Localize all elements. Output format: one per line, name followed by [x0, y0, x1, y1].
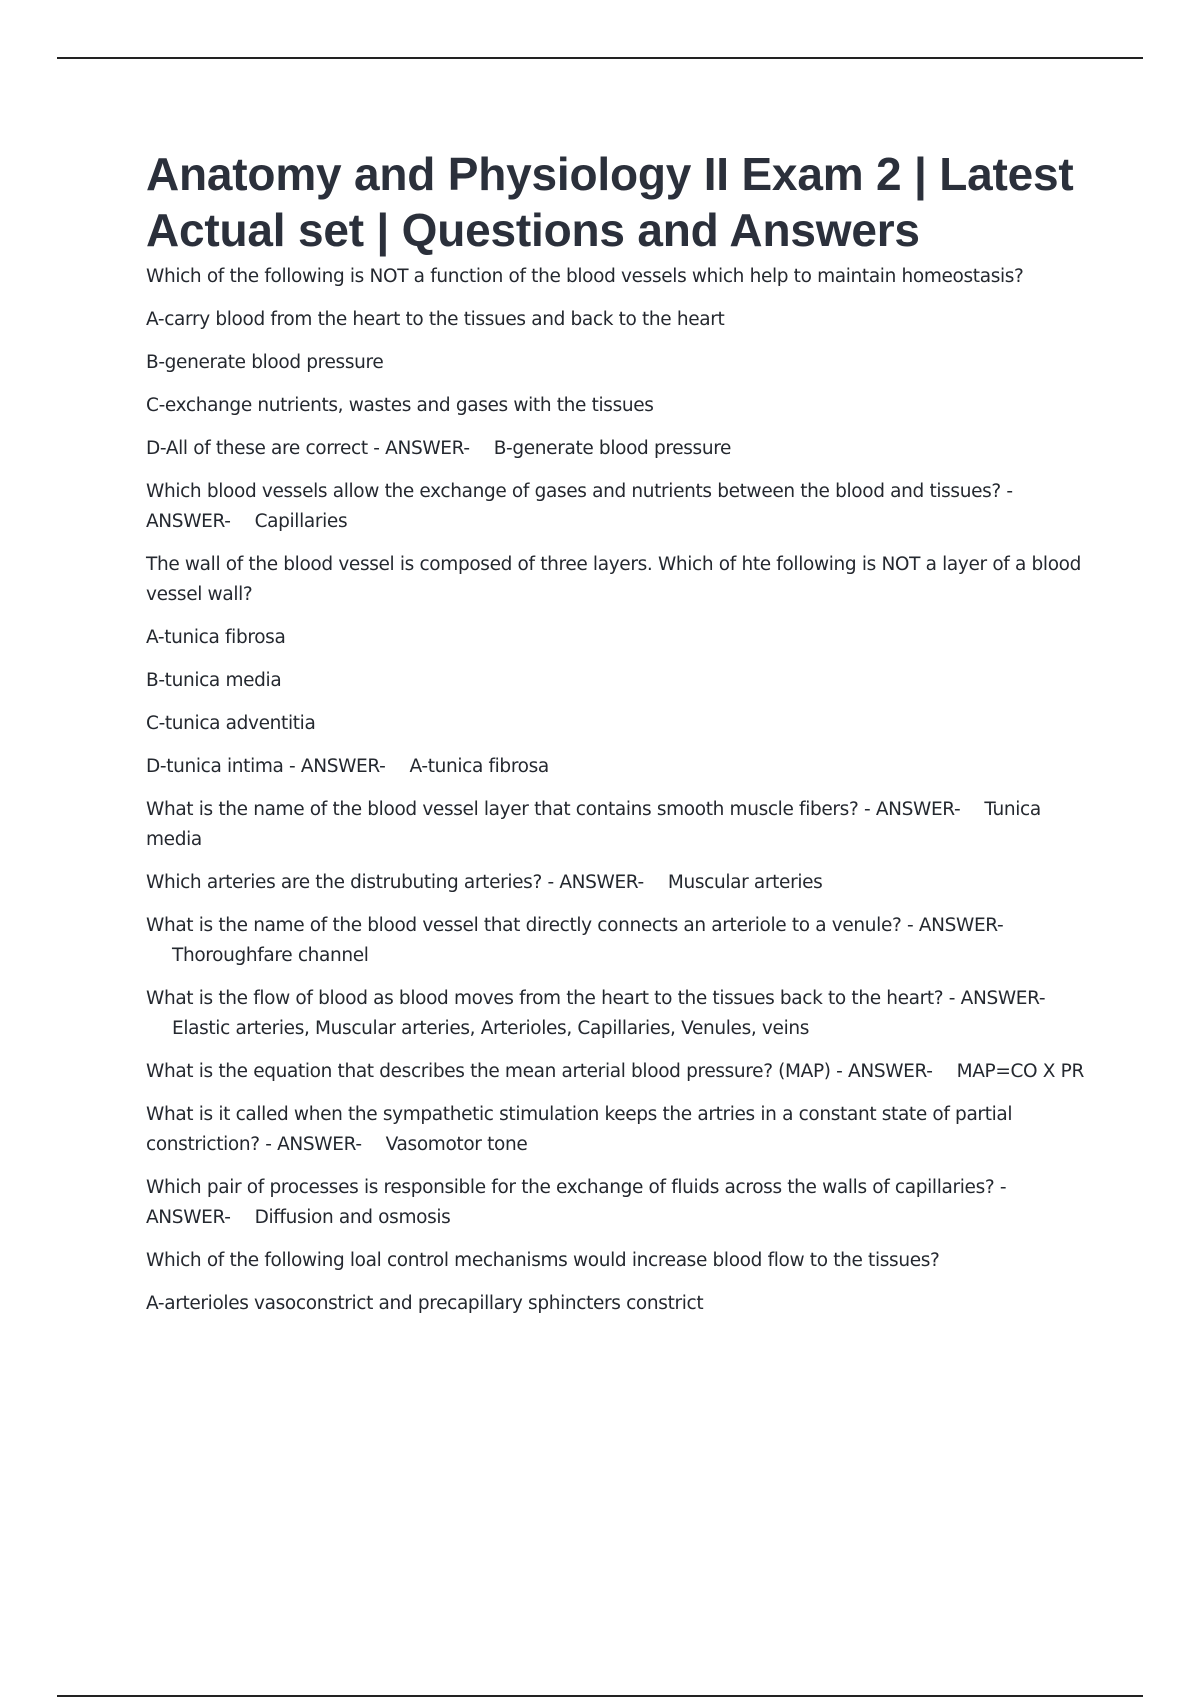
qa-item: [146, 795, 1086, 855]
question-line: [146, 305, 1086, 335]
top-rule: [57, 57, 1143, 59]
qa-item: [146, 434, 1086, 464]
qa-item: [146, 477, 1086, 537]
qa-item: [146, 1173, 1086, 1233]
question-text: Which of the following loal control mechanisms would increase blood flow to the tissues?: [146, 1250, 940, 1271]
question-line: [146, 709, 1086, 739]
question-text: C-tunica adventitia: [146, 713, 316, 734]
question-text: D-tunica intima - ANSWER-: [146, 756, 386, 777]
qa-item: [146, 752, 1086, 782]
question-text: What is it called when the sympathetic stimulation keeps the artries in a constant state of partial constriction? - ANSWER-: [146, 1104, 1013, 1155]
question-text: Which blood vessels allow the exchange of gases and nutrients between the blood and tissues? - ANSWER-: [146, 481, 1013, 532]
document-title: Anatomy and Physiology II Exam 2 | Latest Actual set | Questions and Answers: [146, 148, 1074, 256]
question-line: [146, 262, 1086, 292]
answer-text: A-tunica fibrosa: [409, 756, 549, 777]
question-text: What is the name of the blood vessel layer that contains smooth muscle fibers? - ANSWER-: [146, 799, 961, 820]
answer-text: Muscular arteries: [667, 872, 823, 893]
question-text: What is the flow of blood as blood moves from the heart to the tissues back to the heart? - ANSWER-: [146, 988, 1046, 1009]
answer-text: Thoroughfare channel: [172, 945, 369, 966]
question-text: Which pair of processes is responsible for the exchange of fluids across the walls of capillaries? - ANSWER-: [146, 1177, 1007, 1228]
question-text: B-tunica media: [146, 670, 282, 691]
question-line: [146, 348, 1086, 378]
answer-text: Diffusion and osmosis: [254, 1207, 451, 1228]
question-line: [146, 623, 1086, 653]
question-line: [146, 666, 1086, 696]
question-text: A-tunica fibrosa: [146, 627, 286, 648]
question-line: [146, 550, 1086, 610]
answer-text: Elastic arteries, Muscular arteries, Arterioles, Capillaries, Venules, veins: [172, 1018, 810, 1039]
answer-text: Capillaries: [254, 511, 348, 532]
question-text: B-generate blood pressure: [146, 352, 384, 373]
qa-item: [146, 868, 1086, 898]
document-body: [146, 146, 1086, 1332]
qa-item: [146, 911, 1086, 971]
question-text: D-All of these are correct - ANSWER-: [146, 438, 470, 459]
bottom-rule: [57, 1695, 1143, 1697]
question-line: [146, 1246, 1086, 1276]
question-text: The wall of the blood vessel is composed of three layers. Which of hte following is NOT a layer of a blood vessel wall?: [146, 554, 1082, 605]
qa-list: [146, 262, 1086, 1319]
qa-item: [146, 1057, 1086, 1087]
question-text: Which arteries are the distrubuting arteries? - ANSWER-: [146, 872, 644, 893]
answer-text: Vasomotor tone: [385, 1134, 528, 1155]
answer-text: Tunica media: [146, 799, 1041, 850]
question-text: Which of the following is NOT a function of the blood vessels which help to maintain homeostasis?: [146, 266, 1024, 287]
question-line: [146, 391, 1086, 421]
question-text: What is the name of the blood vessel that directly connects an arteriole to a venule? - ANSWER-: [146, 915, 1004, 936]
question-text: A-carry blood from the heart to the tissues and back to the heart: [146, 309, 725, 330]
answer-text: B-generate blood pressure: [493, 438, 732, 459]
question-text: A-arterioles vasoconstrict and precapillary sphincters constrict: [146, 1293, 704, 1314]
question-text: C-exchange nutrients, wastes and gases with the tissues: [146, 395, 654, 416]
question-line: [146, 1289, 1086, 1319]
qa-item: [146, 984, 1086, 1044]
answer-text: MAP=CO X PR: [956, 1061, 1084, 1082]
qa-item: [146, 1100, 1086, 1160]
question-text: What is the equation that describes the mean arterial blood pressure? (MAP) - ANSWER-: [146, 1061, 933, 1082]
